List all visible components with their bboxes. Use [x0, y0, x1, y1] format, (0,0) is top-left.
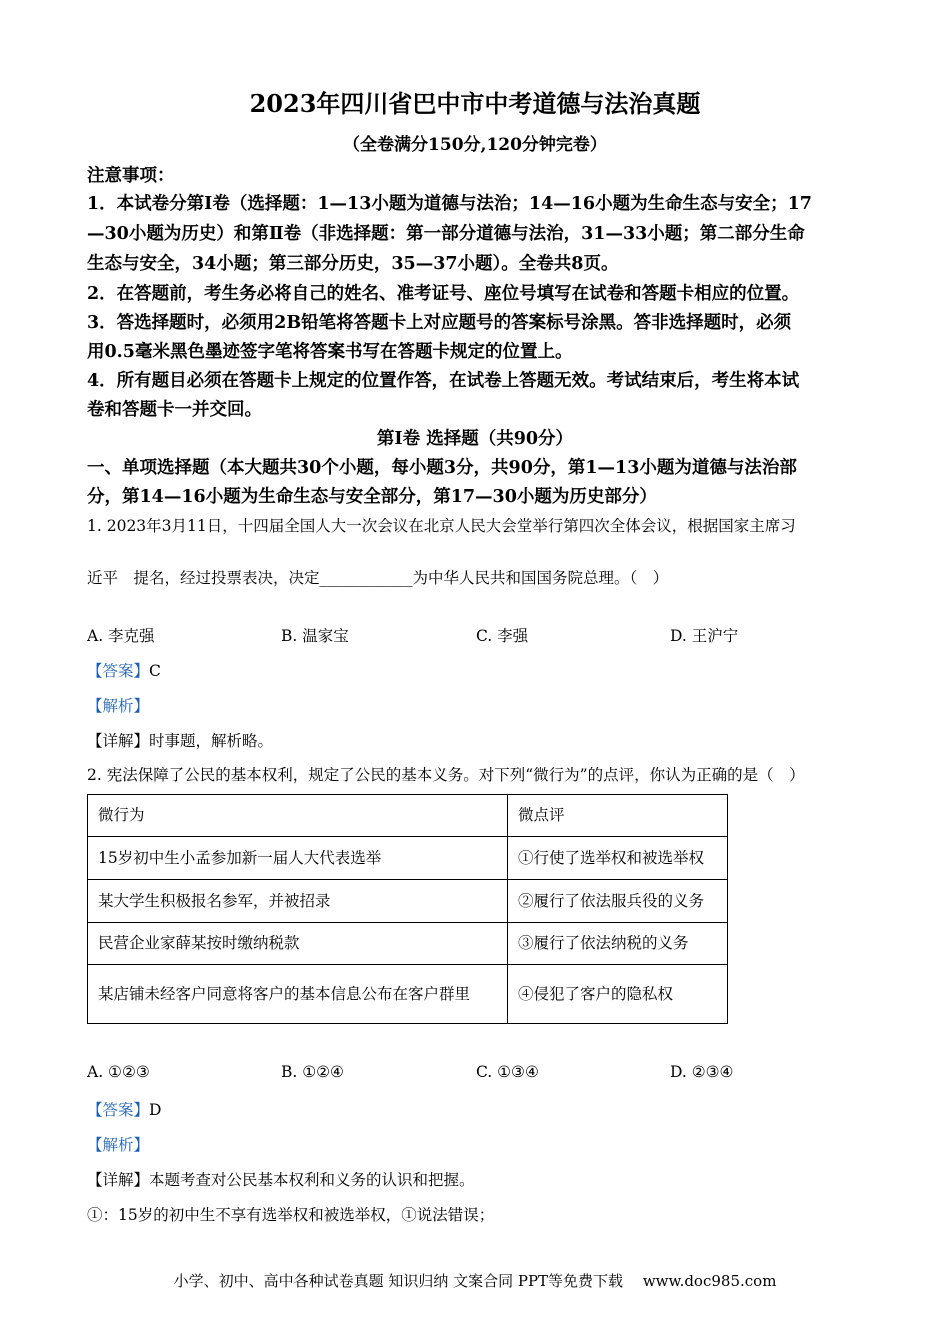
q2-option-d: D. ②③④: [670, 1063, 734, 1081]
answer-value: D: [149, 1101, 162, 1119]
table-cell: 某店铺未经客户同意将客户的基本信息公布在客户群里: [88, 965, 508, 1024]
notice-line: 生态与安全，34小题；第三部分历史，35—37小题）。全卷共8页。: [87, 254, 619, 274]
notice-line: 1．本试卷分第Ⅰ卷（选择题：1—13小题为道德与法治；14—16小题为生命生态与安全；17: [87, 194, 812, 214]
q2-answer: [87, 1098, 161, 1120]
notice-line: 2．在答题前，考生务必将自己的姓名、准考证号、座位号填写在试卷和答题卡相应的位置。: [87, 284, 800, 304]
q2-detail: [87, 1168, 475, 1190]
answer-label: 【答案】: [87, 662, 150, 680]
table-row: [88, 837, 728, 880]
notice-line: 4．所有题目必须在答题卡上规定的位置作答，在试卷上答题无效。考试结束后，考生将本试: [87, 371, 800, 391]
answer-label: 【答案】: [87, 1101, 150, 1119]
answer-value: C: [149, 662, 161, 680]
q1-detail: [87, 729, 273, 751]
q1-option-a: A. 李克强: [87, 627, 155, 645]
q1-stem-part-a: 近平 提名，经过投票表决，决定: [87, 569, 320, 587]
q1-blank: ____________: [319, 569, 413, 587]
section1-line2: 分，第14—16小题为生命生态与安全部分，第17—30小题为历史部分）: [87, 487, 657, 507]
page-subtitle: （全卷满分150分,120分钟完卷）: [343, 135, 607, 155]
q1-stem-part-b: 为中华人民共和国国务院总理。（ ）: [412, 569, 669, 587]
table-cell: ①行使了选举权和被选举权: [508, 837, 728, 880]
q1-stem-line2: [87, 566, 668, 588]
q2-analysis-label: 【解析】: [87, 1136, 150, 1154]
table-cell: 民营企业家薛某按时缴纳税款: [88, 923, 508, 965]
table-row: [88, 965, 728, 1024]
detail-label: 【详解】: [87, 732, 150, 750]
detail-text: 本题考查对公民基本权利和义务的认识和把握。: [149, 1171, 475, 1189]
detail-label: 【详解】: [87, 1171, 150, 1189]
notice-line: 3．答选择题时，必须用2B铅笔将答题卡上对应题号的答案标号涂黑。答非选择题时，必须: [87, 313, 792, 333]
section1-line1: 一、单项选择题（本大题共30个小题，每小题3分，共90分，第1—13小题为道德与法治部: [87, 458, 797, 478]
q1-answer: [87, 659, 161, 681]
notice-line: —30小题为历史）和第Ⅱ卷（非选择题：第一部分道德与法治，31—33小题；第二部分生命: [87, 224, 805, 244]
table-header-row: [88, 795, 728, 837]
table-cell: 某大学生积极报名参军，并被招录: [88, 880, 508, 923]
q2-stem: 2. 宪法保障了公民的基本权利，规定了公民的基本义务。对下列“微行为”的点评，你认为正确的是（ ）: [87, 766, 805, 784]
q1-option-c: C. 李强: [476, 627, 529, 645]
table-cell: ③履行了依法纳税的义务: [508, 923, 728, 965]
notice-line: 用0.5毫米黑色墨迹签字笔将答案书写在答题卡规定的位置上。: [87, 342, 573, 362]
page-footer: 小学、初中、高中各种试卷真题 知识归纳 文案合同 PPT等免费下载 www.doc985.com: [173, 1272, 777, 1290]
q1-stem-line1: 1. 2023年3月11日，十四届全国人大一次会议在北京人民大会堂举行第四次全体会议，根据国家主席习: [87, 517, 796, 535]
q2-option-b: B. ①②④: [281, 1063, 344, 1081]
q1-option-b: B. 温家宝: [281, 627, 349, 645]
table-row: [88, 923, 728, 965]
table-cell: ④侵犯了客户的隐私权: [508, 965, 728, 1024]
table-cell: 15岁初中生小孟参加新一届人大代表选举: [88, 837, 508, 880]
table-header-cell: 微点评: [508, 795, 728, 837]
q2-point1: ①：15岁的初中生不享有选举权和被选举权，①说法错误；: [87, 1206, 495, 1224]
table-header-cell: 微行为: [88, 795, 508, 837]
q1-option-d: D. 王沪宁: [670, 627, 739, 645]
q2-option-c: C. ①③④: [476, 1063, 539, 1081]
notice-line: 卷和答题卡一并交回。: [87, 400, 262, 420]
notice-heading: 注意事项：: [87, 166, 175, 186]
detail-text: 时事题，解析略。: [149, 732, 274, 750]
part1-heading: 第Ⅰ卷 选择题（共90分）: [376, 429, 574, 449]
q2-table: [87, 794, 728, 1024]
page-title: 2023年四川省巴中市中考道德与法治真题: [249, 89, 701, 118]
table-cell: ②履行了依法服兵役的义务: [508, 880, 728, 923]
table-row: [88, 880, 728, 923]
q1-analysis-label: 【解析】: [87, 697, 150, 715]
q2-option-a: A. ①②③: [87, 1063, 150, 1081]
